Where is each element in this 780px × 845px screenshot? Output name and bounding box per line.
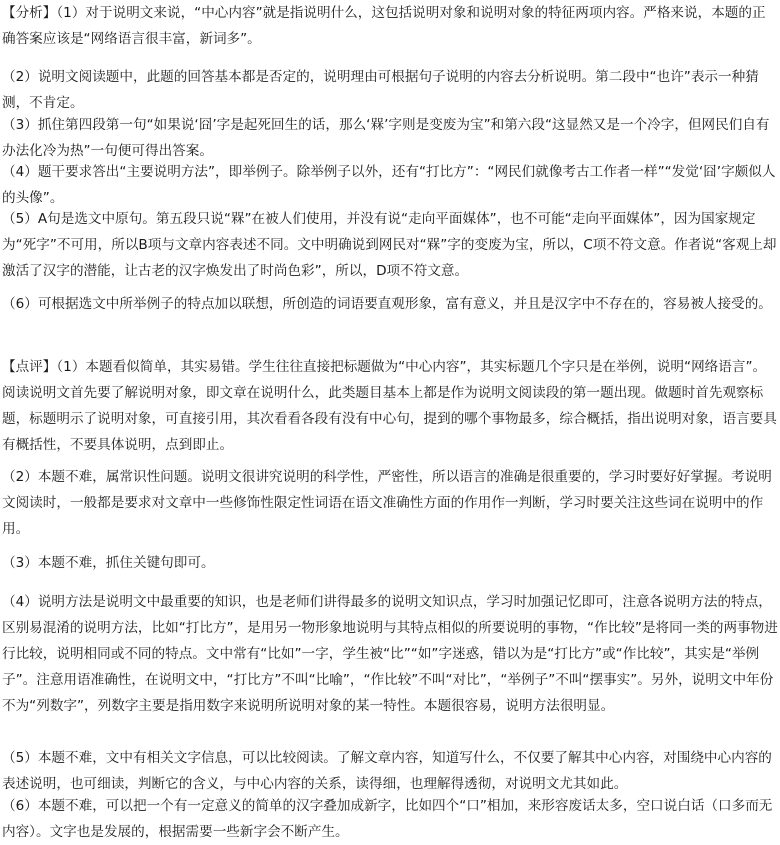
analysis-paragraph-3: （3）抓住第四段第一句“如果说‘囧’字是起死回生的话，那么‘槑’字则是变废为宝”和第六段“这显然又是一个冷字，但网民们自有办法化冷为热”一句便可得出答案。 [2, 117, 770, 159]
analysis-paragraph-6: （6）可根据选文中所举例子的特点加以联想，所创造的词语要直观形象，富有意义，并且是汉字中不存在的，容易被人接受的。 [2, 296, 772, 312]
commentary-paragraph-2: （2）本题不难，属常识性问题。说明文很讲究说明的科学性，严密性，所以语言的准确是很重要的，学习时要好好掌握。考说明文阅读时，一般都是要求对文章中一些修饰性限定性词语在语文准确性方面的作用作一判断，学习时要关注这些词在说明中的作用。 [2, 469, 772, 537]
commentary-paragraph-1: 【点评】（1）本题看似简单，其实易错。学生往往直接把标题做为“中心内容”，其实标题几个字只是在举例，说明“网络语言”。阅读说明文首先要了解说明对象，即文章在说明什么，此类题目基本上都是作为说明文阅读段的第一题出现。做题时首先观察标题，标题明示了说明对象，可直接引用，其次看看各段有没有中心句，提到的哪个事物最多，综合概括，指出说明对象，语言要具有概括性，不要具体说明，点到即止。 [2, 359, 777, 453]
commentary-paragraph-3: （3）本题不难，抓住关键句即可。 [2, 555, 215, 571]
analysis-paragraph-1: 【分析】（1）对于说明文来说，“中心内容”就是指说明什么，这包括说明对象和说明对象的特征两项内容。严格来说，本题的正确答案应该是“网络语言很丰富，新词多”。 [2, 5, 766, 47]
analysis-paragraph-4: （4）题干要求答出“主要说明方法”，即举例子。除举例子以外，还有“打比方”：“网民们就像考古工作者一样”“发觉‘囧’字颇似人的头像”。 [2, 164, 776, 206]
commentary-paragraph-5: （5）本题不难，文中有相关文字信息，可以比较阅读。了解文章内容，知道写什么，不仅要了解其中心内容，对围绕中心内容的表述说明，也可细读，判断它的含义，与中心内容的关系，读得细，也理解得透彻，对说明文尤其如此。 [2, 750, 772, 792]
analysis-paragraph-5: （5）A句是选文中原句。第五段只说“槑”在被人们使用，并没有说“走向平面媒体”，也不可能“走向平面媒体”，因为国家规定为“死字”不可用，所以B项与文章内容表述不同。文中明确说到网民对“槑”字的变废为宝，所以，C项不符文意。作者说“客观上却激活了汉字的潜能，让古老的汉字焕发出了时尚色彩”，所以，D项不符文意。 [2, 211, 777, 279]
commentary-paragraph-6: （6）本题不难，可以把一个有一定意义的简单的汉字叠加成新字，比如四个“口”相加，来形容废话太多，空口说白话（口多而无内容）。文字也是发展的，根据需要一些新字会不断产生。 [2, 798, 773, 840]
analysis-paragraph-2: （2）说明文阅读题中，此题的回答基本都是否定的，说明理由可根据句子说明的内容去分析说明。第二段中“也许”表示一种猜测，不肯定。 [2, 69, 759, 111]
commentary-paragraph-4: （4）说明方法是说明文中最重要的知识，也是老师们讲得最多的说明文知识点，学习时加强记忆即可，注意各说明方法的特点，区别易混淆的说明方法，比如“打比方”，是用另一物形象地说明与其特点相似的所要说明的事物，“作比较”是将同一类的两事物进行比较，说明相同或不同的特点。文中常有“比如”一字，学生被“比”“如”字迷惑，错以为是“打比方”或“作比较”，其实是“举例子”。注意用语准确性，在说明文中，“打比方”不叫“比喻”，“作比较”不叫“对比”，“举例子”不叫“摆事实”。另外，说明文中年份不为“列数字”，列数字主要是指用数字来说明所说明对象的某一特性。本题很容易，说明方法很明显。 [2, 594, 778, 714]
